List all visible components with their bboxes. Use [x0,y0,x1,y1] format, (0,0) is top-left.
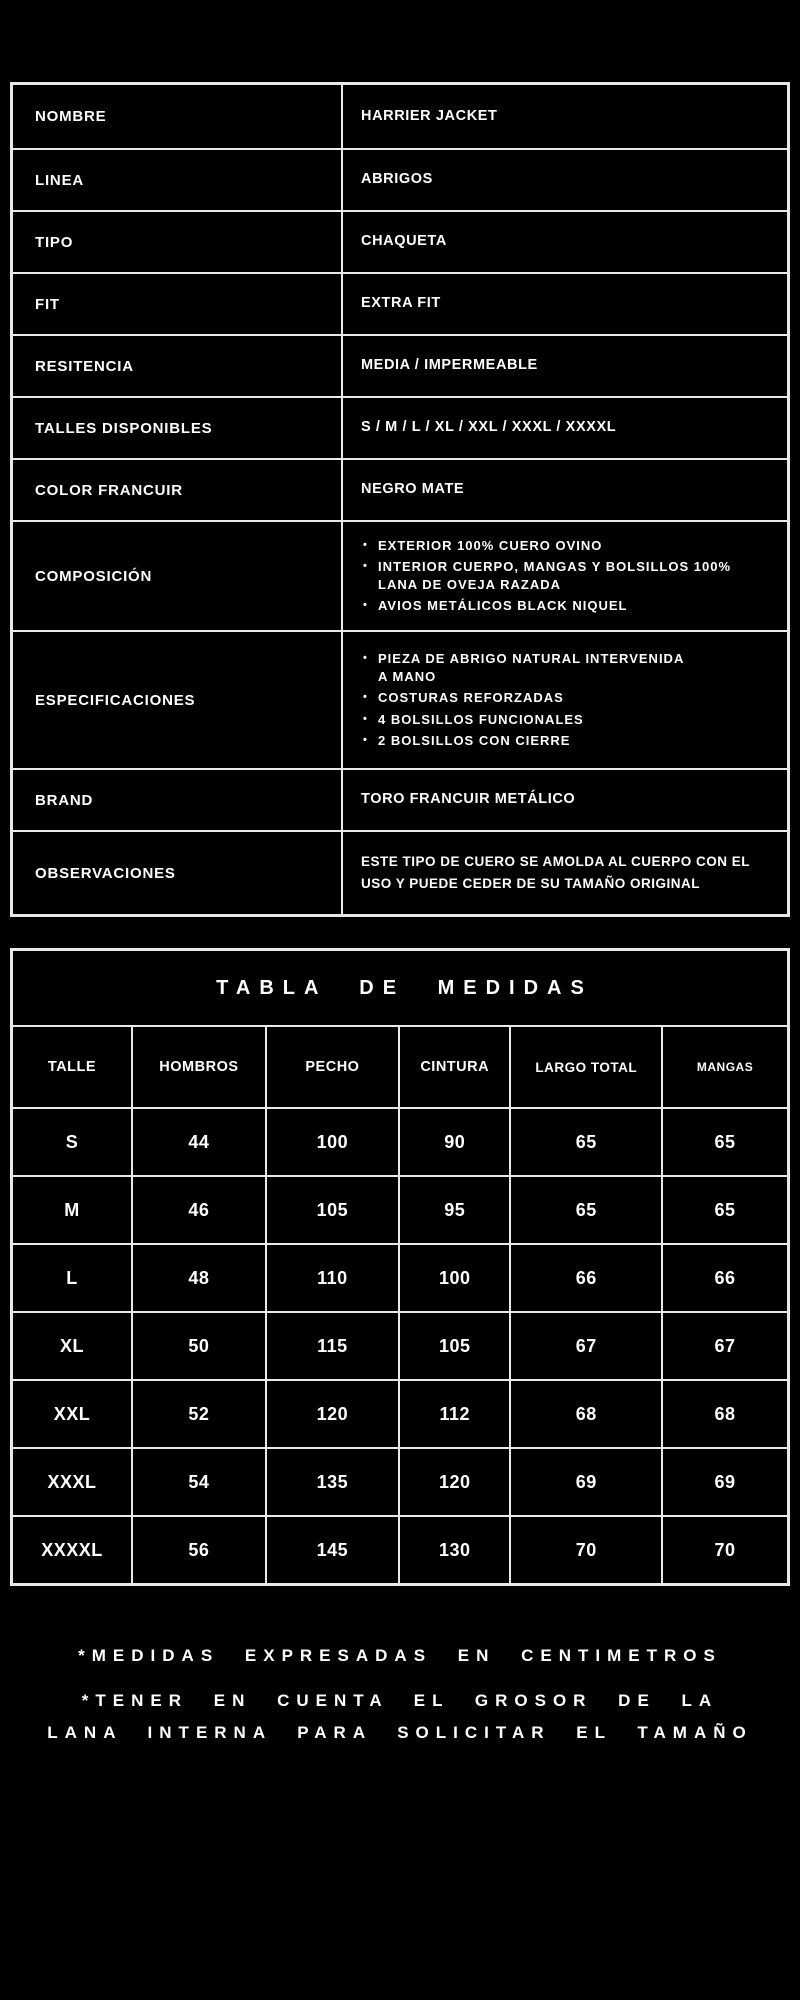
size-row-s [13,1109,787,1177]
size-col-header-pecho: PECHO [267,1027,400,1107]
spec-row-fit [13,274,787,336]
composicion-bullet: • EXTERIOR 100% CUERO OVINO [361,537,768,555]
size-cell: 66 [511,1245,663,1311]
spec-label-tipo: TIPO [13,212,343,272]
size-cell: 70 [714,1539,736,1560]
size-cell: 115 [267,1313,400,1379]
size-cell: 112 [400,1381,511,1447]
spec-row-linea [13,150,787,212]
note-units: *MEDIDAS EXPRESADAS EN CENTIMETROS [78,1646,722,1665]
size-row-xxxxl [13,1517,787,1583]
size-cell: 100 [267,1109,400,1175]
especificaciones-bullet: • 2 BOLSILLOS CON CIERRE [361,732,686,750]
size-cell: 68 [714,1403,736,1424]
spec-value-nombre: HARRIER JACKET [361,107,498,124]
spec-label-especificaciones: ESPECIFICACIONES [13,632,343,768]
spec-value-linea: ABRIGOS [361,171,433,188]
spec-label-brand: BRAND [13,770,343,830]
size-cell: 68 [511,1381,663,1447]
composicion-bullet: • INTERIOR CUERPO, MANGAS Y BOLSILLOS 100% LANA DE OVEJA RAZADA [361,558,768,594]
size-cell: 65 [511,1109,663,1175]
spec-row-color [13,460,787,522]
size-cell: 70 [511,1517,663,1583]
spec-row-talles [13,398,787,460]
especificaciones-bullet: • PIEZA DE ABRIGO NATURAL INTERVENIDA A MANO [361,650,686,686]
size-cell: 100 [400,1245,511,1311]
spec-label-fit: FIT [13,274,343,334]
size-row-xl [13,1313,787,1381]
spec-value-tipo: CHAQUETA [361,233,447,250]
size-cell: 95 [400,1177,511,1243]
spec-row-tipo [13,212,787,274]
composicion-bullet-list [361,537,768,616]
spec-label-nombre: NOMBRE [13,85,343,148]
size-cell: 67 [714,1335,736,1356]
spec-value-talles: S / M / L / XL / XXL / XXXL / XXXXL [361,419,617,436]
size-cell: L [13,1245,133,1311]
size-cell: 120 [267,1381,400,1447]
size-cell: 105 [400,1313,511,1379]
size-col-header-mangas: MANGAS [696,1060,754,1074]
size-cell: 69 [714,1471,736,1492]
size-chart-table [10,948,790,1586]
product-spec-table [10,82,790,917]
size-col-header-hombros: HOMBROS [133,1027,267,1107]
spec-row-observaciones [13,832,787,914]
size-cell: 120 [400,1449,511,1515]
size-row-xxxl [13,1449,787,1517]
size-col-header-cintura: CINTURA [400,1027,511,1107]
size-row-m [13,1177,787,1245]
size-cell: 145 [267,1517,400,1583]
size-cell: XL [13,1313,133,1379]
spec-value-composicion [343,522,787,630]
size-chart-title: TABLA DE MEDIDAS [13,951,787,1027]
spec-label-color: COLOR FRANCUIR [13,460,343,520]
size-cell: 65 [714,1131,736,1152]
size-cell: 52 [133,1381,267,1447]
size-cell: 54 [133,1449,267,1515]
especificaciones-bullet: • 4 BOLSILLOS FUNCIONALES [361,711,686,729]
size-row-xxl [13,1381,787,1449]
footer-notes [0,1640,800,1748]
size-cell: 67 [511,1313,663,1379]
size-cell: 48 [133,1245,267,1311]
size-cell: 90 [400,1109,511,1175]
size-cell: 65 [511,1177,663,1243]
especificaciones-bullet: • COSTURAS REFORZADAS [361,689,686,707]
size-cell: 135 [267,1449,400,1515]
size-cell: 130 [400,1517,511,1583]
size-col-header-largo-total: LARGO TOTAL [511,1027,663,1107]
size-cell: 46 [133,1177,267,1243]
composicion-bullet: • AVIOS METÁLICOS BLACK NIQUEL [361,597,768,615]
spec-label-composicion: COMPOSICIÓN [13,522,343,630]
size-cell: 69 [511,1449,663,1515]
size-cell: 56 [133,1517,267,1583]
size-chart-header-row [13,1027,787,1109]
size-cell: XXXL [13,1449,133,1515]
spec-value-resitencia: MEDIA / IMPERMEABLE [361,357,538,374]
size-cell: S [13,1109,133,1175]
spec-value-brand: TORO FRANCUIR METÁLICO [361,791,576,808]
size-cell: XXXXL [13,1517,133,1583]
size-cell: 66 [714,1267,736,1288]
spec-row-composicion [13,522,787,632]
spec-label-linea: LINEA [13,150,343,210]
size-row-l [13,1245,787,1313]
size-cell: 110 [267,1245,400,1311]
observaciones-text: ESTE TIPO DE CUERO SE AMOLDA AL CUERPO CON EL USO Y PUEDE CEDER DE SU TAMAÑO ORIGINAL [361,854,750,891]
size-cell: M [13,1177,133,1243]
size-cell: 65 [714,1199,736,1220]
spec-value-color: NEGRO MATE [361,481,465,498]
note-wool-thickness: *TENER EN CUENTA EL GROSOR DE LA LANA INTERNA PARA SOLICITAR EL TAMAÑO [47,1691,753,1742]
spec-row-brand [13,770,787,832]
size-cell: 105 [267,1177,400,1243]
spec-label-observaciones: OBSERVACIONES [13,832,343,914]
spec-row-nombre [13,85,787,150]
spec-row-especificaciones [13,632,787,770]
size-cell: 44 [133,1109,267,1175]
spec-label-resitencia: RESITENCIA [13,336,343,396]
especificaciones-bullet-list [361,650,686,750]
spec-row-resitencia [13,336,787,398]
spec-value-observaciones [343,832,787,914]
size-col-header-talle: TALLE [13,1027,133,1107]
size-cell: XXL [13,1381,133,1447]
spec-value-especificaciones [343,632,787,768]
spec-value-fit: EXTRA FIT [361,295,441,312]
spec-label-talles: TALLES DISPONIBLES [13,398,343,458]
size-cell: 50 [133,1313,267,1379]
